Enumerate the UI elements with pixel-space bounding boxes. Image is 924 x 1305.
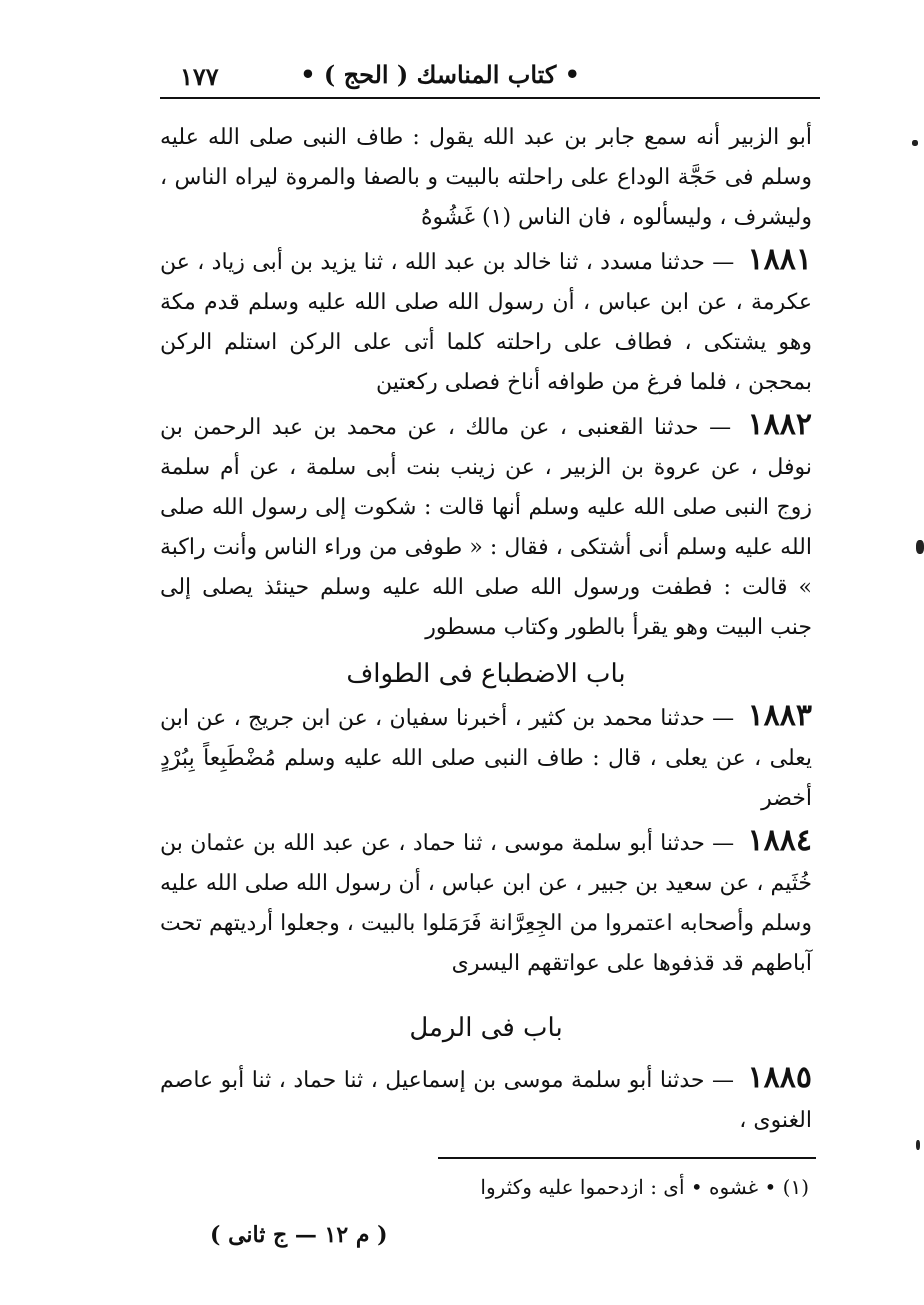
margin-mark [916, 1140, 920, 1150]
hadith-paragraph [160, 405, 812, 648]
chapter-heading: باب الاضطباع فى الطواف [346, 659, 626, 689]
paragraph-text: — حدثنا أبو سلمة موسى ، ثنا حماد ، عن عبد الله بن عثمان بن خُثَيم ، عن سعيد بن جبير ، عن ابن عباس ، أن رسول الله صلى الله عليه وسلم وأصحابه اعتمروا من الجِعِرَّانة فَرَمَلوا بالبيت ، وجعلوا أرديتهم تحت آباطهم قد قذفوها على عواتقهم اليسرى [160, 831, 812, 976]
hadith-paragraph [160, 240, 812, 403]
paragraph-text: — حدثنا القعنبى ، عن مالك ، عن محمد بن عبد الرحمن بن نوفل ، عن عروة بن الزبير ، عن زينب بنت أبى سلمة ، عن أم سلمة زوج النبى صلى الله عليه وسلم أنها قالت : شكوت إلى رسول الله صلى الله عليه وسلم أنى أشتكى ، فقال : « طوفى من وراء الناس وأنت راكبة » قالت : فطفت ورسول الله صلى الله عليه وسلم حينئذ يصلى إلى جنب البيت وهو يقرأ بالطور وكتاب مسطور [160, 415, 812, 640]
running-header [160, 56, 820, 96]
hadith-paragraph [160, 1058, 812, 1141]
chapter-heading: باب فى الرمل [409, 1013, 563, 1043]
hadith-number: ١٨٨٢ [747, 407, 812, 442]
printer-signature: ( م ١٢ — ج ثانى ) [210, 1222, 388, 1248]
header-rule [160, 97, 820, 99]
paragraph-text: — حدثنا محمد بن كثير ، أخبرنا سفيان ، عن ابن جريج ، عن ابن يعلى ، عن يعلى ، قال : طاف النبى صلى الله عليه وسلم مُضْطَبِعاً بِبُرْدٍ أخضر [160, 706, 812, 811]
paragraph-text: أبو الزبير أنه سمع جابر بن عبد الله يقول : طاف النبى صلى الله عليه وسلم فى حَجَّة الوداع على راحلته بالبيت و بالصفا والمروة ليراه الناس ، وليشرف ، وليسألوه ، فان الناس (١) غَشُوهُ [160, 125, 812, 230]
hadith-number: ١٨٨٤ [747, 823, 812, 858]
paragraph-text: — حدثنا أبو سلمة موسى بن إسماعيل ، ثنا حماد ، ثنا أبو عاصم الغنوى ، [160, 1068, 812, 1133]
paragraph-text: — حدثنا مسدد ، ثنا خالد بن عبد الله ، ثنا يزيد بن أبى زياد ، عن عكرمة ، عن ابن عباس ، أن رسول الله صلى الله عليه وسلم قدم مكة وهو يشتكى ، فطاف على راحلته كلما أتى على الركن استلم الركن بمحجن ، فلما فرغ من طوافه أناخ فصلى ركعتين [160, 250, 812, 395]
footnote-rule [438, 1157, 816, 1159]
hadith-paragraph [160, 821, 812, 984]
hadith-number: ١٨٨٥ [747, 1060, 812, 1095]
page-number: ١٧٧ [180, 62, 219, 91]
hadith-paragraph [160, 696, 812, 819]
paragraph-continuation [160, 118, 812, 238]
footnote: (١) • غشوه • أى : ازدحموا عليه وكثروا [480, 1175, 809, 1199]
main-text [160, 118, 812, 1141]
margin-mark [916, 540, 924, 554]
hadith-number: ١٨٨١ [747, 242, 812, 277]
header-title: • كتاب المناسك ( الحج ) • [300, 60, 580, 89]
margin-mark [912, 140, 918, 146]
hadith-number: ١٨٨٣ [747, 698, 813, 733]
